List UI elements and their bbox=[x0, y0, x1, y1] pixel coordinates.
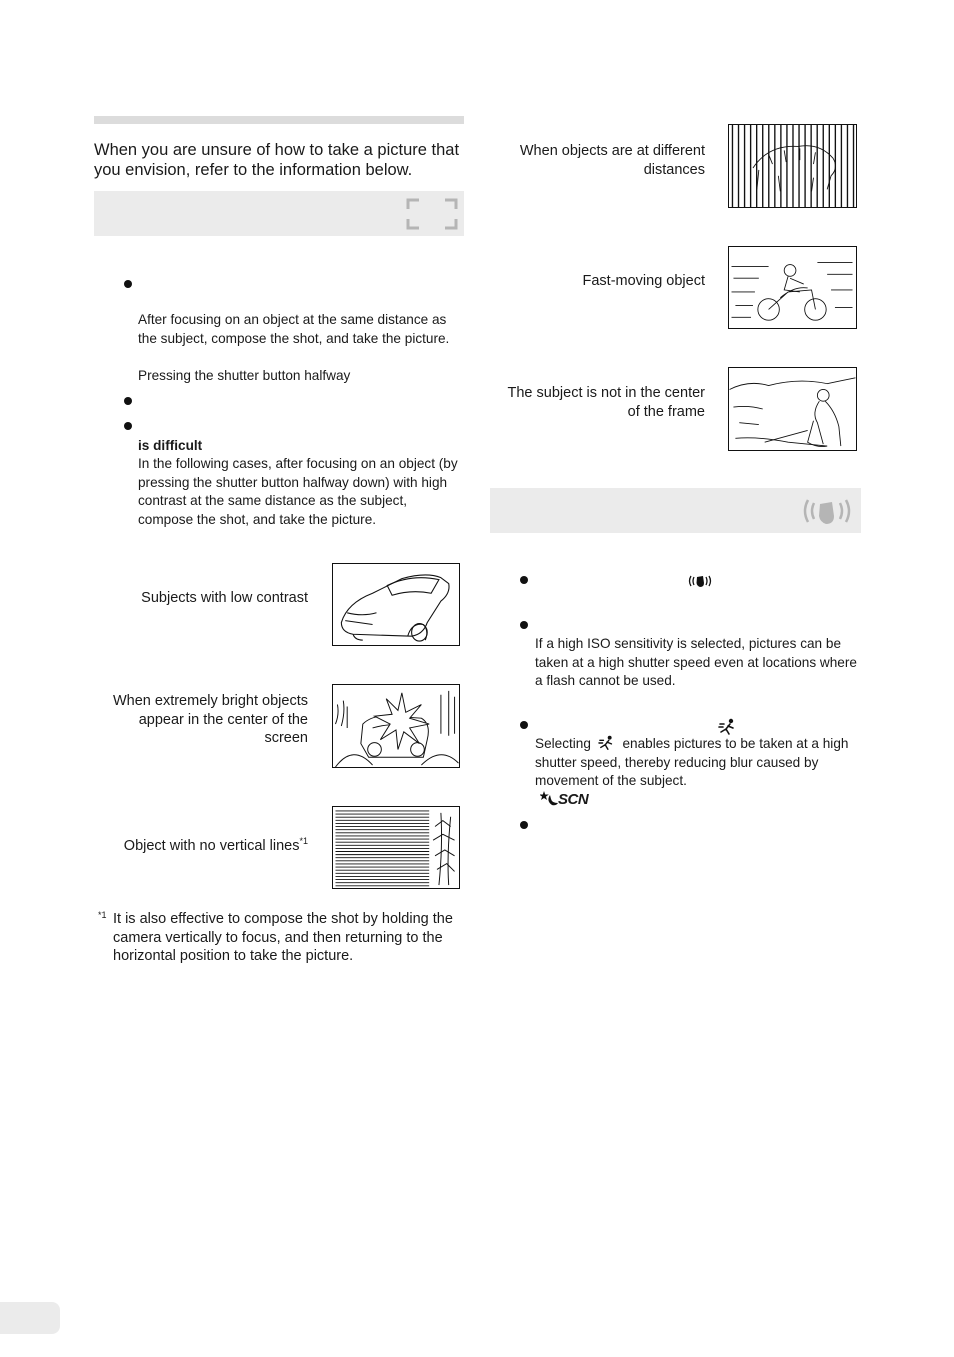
blur-tip-3-text: enables pictures to be taken at a high shutter speed, thereby reducing blur caused by movement of the subject. bbox=[535, 736, 849, 789]
focus-tip-3-heading: is difficult bbox=[138, 438, 203, 453]
footnote-mark: *1 bbox=[98, 910, 107, 920]
focus-section-header bbox=[94, 191, 464, 236]
sport-mode-icon bbox=[718, 718, 738, 736]
intro-text: When you are unsure of how to take a picture that you envision, refer to the information below. bbox=[94, 141, 460, 179]
page-number-tab bbox=[0, 1302, 60, 1334]
horizontal-lines-illustration bbox=[332, 806, 460, 889]
bullet bbox=[124, 280, 132, 288]
focus-tip-3-detail: In the following cases, after focusing on an object (by pressing the shutter button halfway down) with high contrast at the same distance as the subject, compose the shot, and take the picture. bbox=[138, 456, 458, 527]
bright-object-illustration bbox=[332, 684, 460, 768]
focus-tip-1-note: Pressing the shutter button halfway bbox=[138, 368, 351, 383]
bullet bbox=[124, 397, 132, 405]
example-caption-text: Object with no vertical lines bbox=[123, 837, 300, 854]
bullet bbox=[520, 721, 528, 729]
example-caption-no-vertical-lines bbox=[100, 832, 308, 855]
camera-shake-icon bbox=[800, 494, 854, 528]
bullet bbox=[520, 576, 528, 584]
example-caption-fast-moving: Fast-moving object bbox=[582, 273, 705, 289]
example-caption-off-center: The subject is not in the center of the frame bbox=[507, 385, 705, 420]
camera-shake-icon bbox=[688, 574, 712, 588]
tiger-behind-bars-illustration bbox=[728, 124, 857, 208]
focus-tip-1-detail: After focusing on an object at the same distance as the subject, compose the shot, and take the picture. bbox=[138, 312, 450, 346]
scn-label: SCN bbox=[558, 790, 589, 808]
example-caption-different-distances: When objects are at different distances bbox=[519, 143, 705, 178]
sport-mode-icon bbox=[597, 735, 617, 751]
example-caption-bright-center: When extremely bright objects appear in the center of the screen bbox=[112, 693, 308, 747]
blur-tip-3-detail bbox=[535, 735, 857, 791]
focus-bracket-icon bbox=[406, 198, 458, 230]
motorcycle-illustration bbox=[728, 246, 857, 329]
scene-mode-icon bbox=[540, 791, 558, 807]
blur-section-header bbox=[490, 488, 861, 533]
blur-tip-2-detail: If a high ISO sensitivity is selected, pictures can be taken at a high shutter speed even at locations where a flash cannot be used. bbox=[535, 636, 857, 689]
bullet bbox=[124, 422, 132, 430]
footnote-reference: *1 bbox=[299, 836, 308, 846]
header-rule bbox=[94, 116, 464, 124]
bullet bbox=[520, 621, 528, 629]
example-caption-low-contrast: Subjects with low contrast bbox=[141, 590, 308, 606]
off-center-subject-illustration bbox=[728, 367, 857, 451]
bullet bbox=[520, 821, 528, 829]
footnote-text: It is also effective to compose the shot by holding the camera vertically to focus, and then returning to the horizontal position to take the picture. bbox=[113, 911, 453, 965]
car-low-contrast-illustration bbox=[332, 563, 460, 646]
blur-tip-3-prefix: Selecting bbox=[535, 736, 591, 751]
scene-mode-indicator bbox=[540, 790, 588, 808]
